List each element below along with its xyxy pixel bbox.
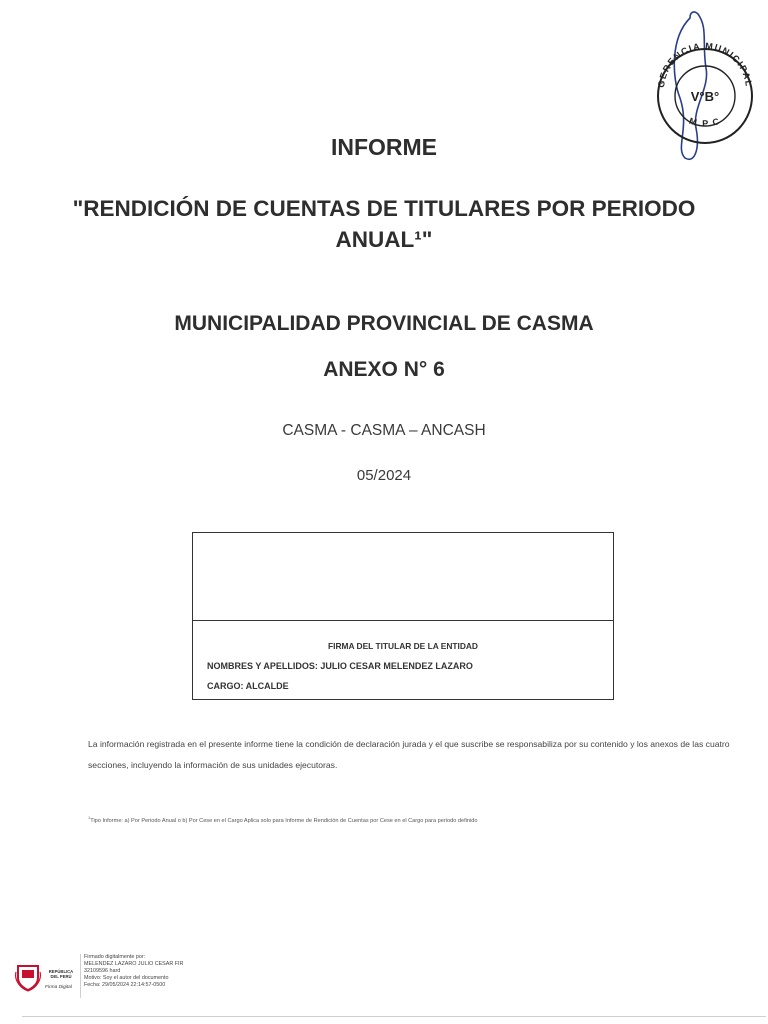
subtitle-line-1: "RENDICIÓN DE CUENTAS DE TITULARES POR PERIODO (72, 196, 696, 221)
digital-sig-line-1: Firmado digitalmente por: (84, 954, 146, 960)
country-line-1: REPÚBLICA (48, 969, 74, 974)
country-label (45, 969, 77, 979)
signature-area (193, 533, 613, 621)
subtitle-line-2: ANUAL¹" (335, 227, 433, 252)
report-subtitle (0, 193, 768, 255)
footnote (88, 815, 748, 824)
firma-digital-label: Firma Digital (45, 985, 72, 990)
digital-sig-line-5: Fecha: 29/05/2024 22:14:57-0500 (84, 982, 166, 988)
handwritten-signature-icon (674, 12, 706, 159)
stamp-bottom-text: M.P.C (687, 115, 723, 129)
signature-caption: FIRMA DEL TITULAR DE LA ENTIDAD (328, 641, 478, 651)
bottom-divider (22, 1016, 766, 1017)
stamp-center-text: V°B° (690, 89, 720, 104)
signature-box (192, 532, 614, 700)
location-text: CASMA - CASMA – ANCASH (282, 422, 486, 439)
digital-sig-line-4: Motivo: Soy el autor del documento (84, 975, 169, 981)
report-date: 05/2024 (356, 467, 412, 484)
peru-coat-of-arms-icon (14, 962, 42, 992)
signer-position: CARGO: ALCALDE (207, 681, 289, 691)
report-title: INFORME (330, 134, 438, 160)
country-line-2: DEL PERÚ (50, 974, 72, 979)
digital-signature-details (80, 954, 210, 998)
sworn-declaration-text: La información registrada en el presente informe tiene la condición de declaración jurada y el que suscribe se responsabiliza por su contenido y los anexos de las cuatro secciones, incluyendo la información de sus unidades ejecutoras. (88, 739, 730, 770)
digital-sig-line-2: MELENDEZ LAZARO JULIO CESAR FIR (84, 961, 184, 967)
stamp-outer-text: GERENCIA MUNICIPAL (655, 40, 755, 89)
digital-sig-line-3: 32109596 hard (84, 968, 121, 974)
municipal-stamp-icon (650, 8, 760, 168)
footnote-marker: 1 (88, 815, 91, 820)
annex-number: ANEXO N° 6 (323, 358, 445, 381)
digital-signature-block (14, 954, 214, 998)
signer-names: NOMBRES Y APELLIDOS: JULIO CESAR MELENDEZ LAZARO (207, 661, 473, 671)
entity-name: MUNICIPALIDAD PROVINCIAL DE CASMA (174, 312, 594, 335)
footnote-text: Tipo Informe: a) Por Periodo Anual o b) Por Cese en el Cargo Aplica solo para Informe de Rendición de Cuentas por Cese en el Cargo para periodo definido (90, 817, 478, 824)
